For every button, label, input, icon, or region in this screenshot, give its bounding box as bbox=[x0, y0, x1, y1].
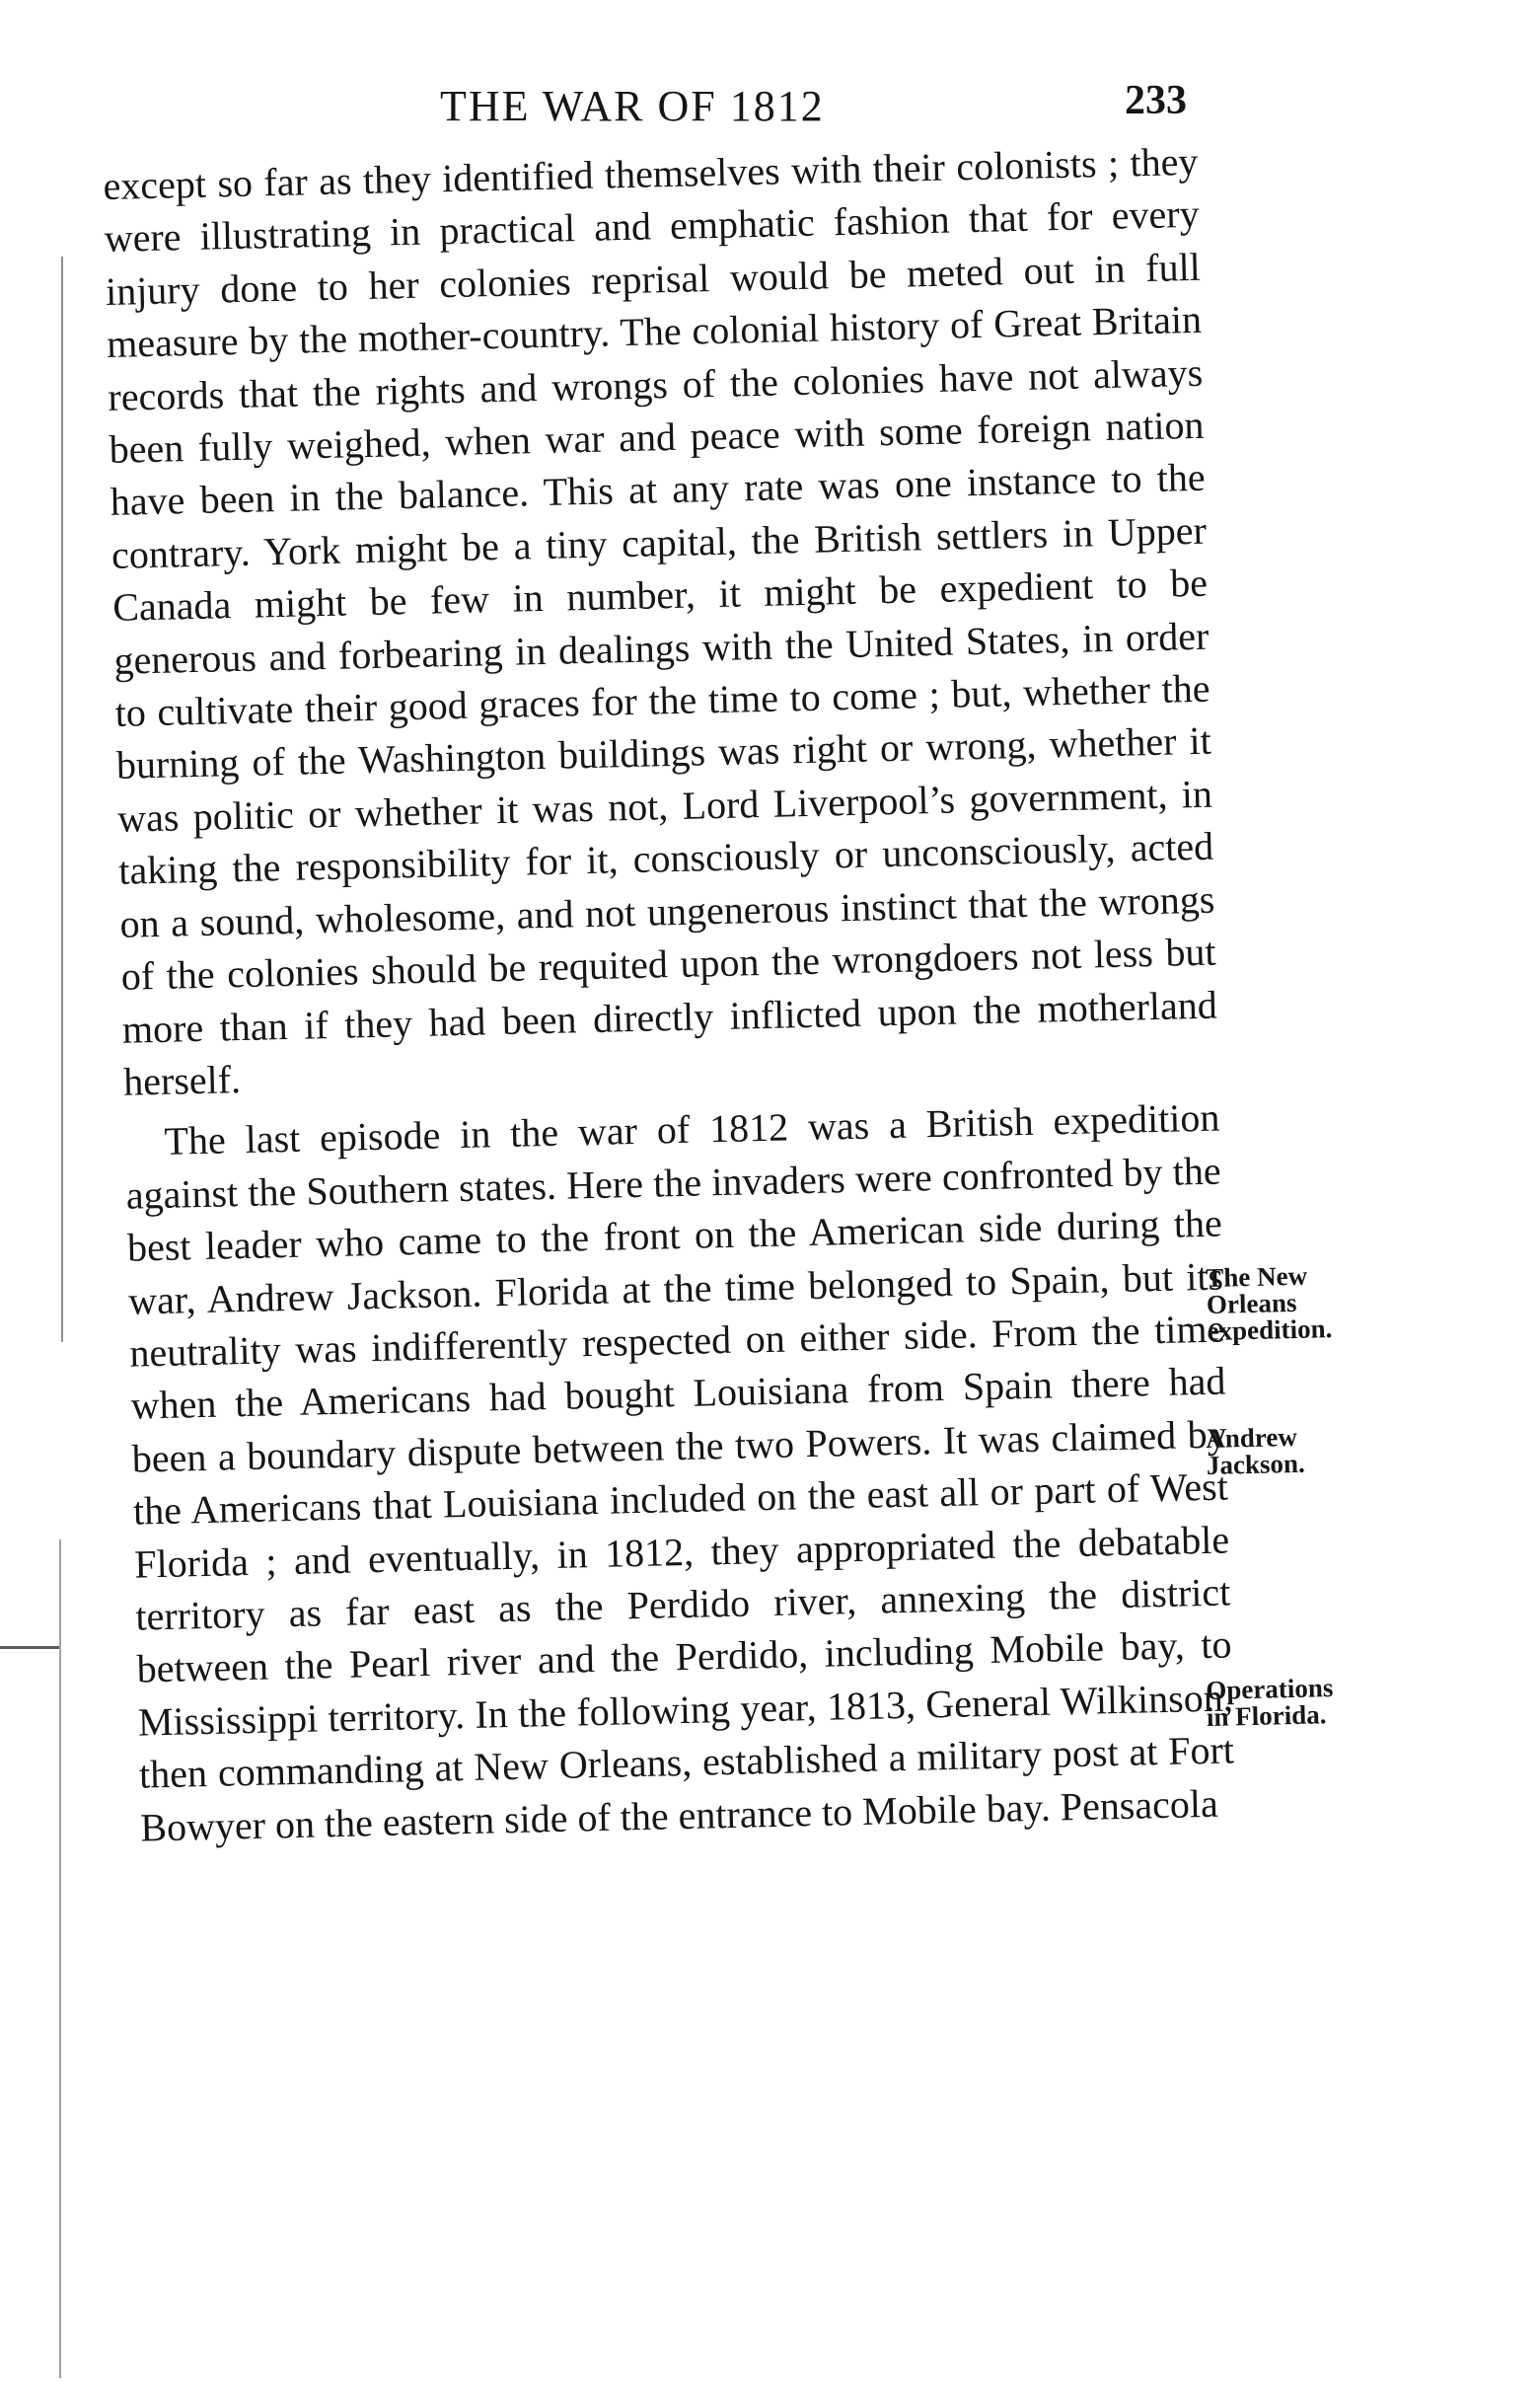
page-header bbox=[0, 78, 1540, 150]
body-text bbox=[103, 135, 1236, 1854]
running-head: THE WAR OF 1812 bbox=[440, 82, 825, 130]
binding-edge-line-lower bbox=[59, 1539, 61, 2378]
edge-tick bbox=[0, 1646, 59, 1649]
paragraph-2: The last episode in the war of 1812 was a British expedition against the Southern states. Here the invaders were confronted by the best leader who came to the front on the American side during the war, Andrew Jackson. Florida at the time belonged to Spain, but its neutrality was indifferently respected on either side. From the time when the Americans had bought Louisiana from Spain there had been a boundary dispute between the two Powers. It was claimed by the Americans that Louisiana included on the east all or part of West Florida ; and eventually, in 1812, they appropriated the debatable territory as far east as the Perdido river, annexing the district between the Pearl river and the Perdido, including Mobile bay, to Mississippi territory. In the following year, 1813, General Wilkinson, then commanding at New Orleans, established a military post at Fort Bowyer on the eastern side of the entrance to Mobile bay. Pensacola bbox=[125, 1094, 1235, 1850]
margin-note-new-orleans: The New Orleans expedition. bbox=[1205, 1260, 1333, 1346]
paragraph-1: except so far as they identified themselves with their colonists ; they were illustrating in practical and emphatic fashion that for every injury done to her colonies reprisal would be meted out in full measure by the mother-country. The colonial history of Great Britain records that the rights and wrongs of the colonies have not always been fully weighed, when war and peace with some foreign nation have been in the balance. This at any rate was one instance to the contrary. York might be a tiny capital, the British settlers in Upper Canada might be few in number, it might be expedient to be generous and forbearing in dealings with the United States, in order to cultivate their good graces for the time to come ; but, whether the burning of the Washington buildings was right or wrong, whether it was politic or whether it was not, Lord Liverpool’s government, in taking the responsibility for it, consciously or unconsciously, acted on a sound, wholesome, and not ungenerous instinct that the wrongs of the colonies should be requited upon the wrongdoers not less but more than if they had been directly inflicted upon the motherland herself. bbox=[103, 138, 1218, 1104]
margin-note-andrew-jackson: Andrew Jackson. bbox=[1205, 1421, 1306, 1480]
page-number: 233 bbox=[1125, 78, 1187, 123]
binding-edge-line bbox=[61, 257, 63, 1342]
margin-note-florida: Operations in Florida. bbox=[1205, 1673, 1334, 1732]
